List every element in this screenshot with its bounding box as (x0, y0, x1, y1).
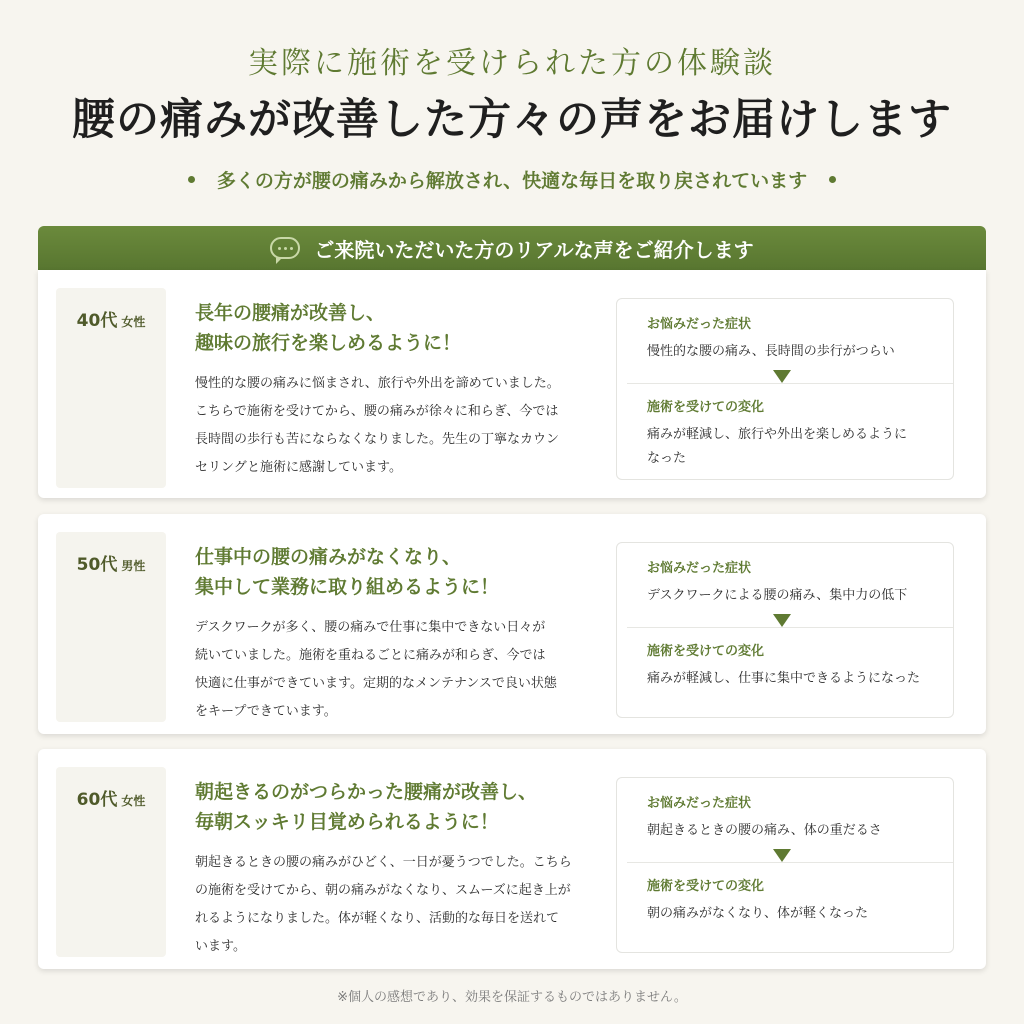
age-label: 50代 (76, 555, 118, 575)
banner-label: ご来院いただいた方のリアルな声をご紹介します (314, 237, 754, 262)
body-line: います。 (195, 939, 246, 954)
before-label: お悩みだった症状 (647, 561, 752, 576)
before-value: デスクワークによる腰の痛み、集中力の低下 (647, 588, 908, 603)
after-value (647, 667, 937, 691)
before-label: お悩みだった症状 (647, 317, 752, 332)
title-line: 趣味の旅行を楽しめるように！ (195, 332, 462, 354)
before-after-panel (616, 542, 954, 718)
title-line: 毎朝スッキリ目覚められるように！ (195, 811, 499, 833)
after-value (647, 423, 937, 471)
profile-tag (56, 767, 166, 957)
body-line: セリングと施術に感謝しています。 (195, 460, 402, 475)
body-line: の施術を受けてから、朝の痛みがなくなり、スムーズに起き上が (195, 883, 571, 898)
gender-label: 男性 (121, 559, 146, 573)
body-line: 快適に仕事ができています。定期的なメンテナンスで良い状態 (195, 676, 557, 691)
divider (627, 383, 953, 384)
bullet-dot-icon (188, 176, 195, 183)
body-line: 慢性的な腰の痛みに悩まされ、旅行や外出を諦めていました。 (195, 376, 560, 391)
speech-bubble-icon (270, 237, 300, 259)
page-title: 腰の痛みが改善した方々の声をお届けします (72, 95, 952, 145)
after-label: 施術を受けての変化 (647, 400, 765, 415)
gender-label: 女性 (121, 315, 146, 329)
testimonial-card (38, 749, 986, 969)
subline (0, 166, 1024, 193)
title-line: 集中して業務に取り組めるように！ (195, 576, 500, 598)
testimonial-body (195, 849, 595, 961)
after-label: 施術を受けての変化 (647, 879, 765, 894)
body-line: デスクワークが多く、腰の痛みで仕事に集中できない日々が (195, 620, 546, 635)
testimonial-title (195, 777, 615, 837)
before-value: 朝起きるときの腰の痛み、体の重だるさ (647, 823, 882, 838)
before-after-panel (616, 777, 954, 953)
subline-text: 多くの方が腰の痛みから解放され、快適な毎日を取り戻されています (216, 170, 808, 192)
after-value (647, 902, 937, 926)
divider (627, 627, 953, 628)
title-line: 仕事中の腰の痛みがなくなり、 (195, 546, 462, 568)
after-line: 朝の痛みがなくなり、体が軽くなった (647, 906, 869, 921)
body-line: 長時間の歩行も苦にならなくなりました。先生の丁寧なカウン (195, 432, 560, 447)
eyebrow-text: 実際に施術を受けられた方の体験談 (248, 46, 776, 81)
profile-tag (56, 288, 166, 488)
divider (627, 862, 953, 863)
before-after-panel (616, 298, 954, 480)
after-line: なった (647, 451, 687, 466)
after-label: 施術を受けての変化 (647, 644, 765, 659)
disclaimer-note: ※個人の感想であり、効果を保証するものではありません。 (337, 990, 687, 1005)
testimonial-card (38, 270, 986, 498)
body-line: れるようになりました。体が軽くなり、活動的な毎日を送れて (195, 911, 560, 926)
body-line: 続いていました。施術を重ねるごとに痛みが和らぎ、今では (195, 648, 546, 663)
body-line: 朝起きるときの腰の痛みがひどく、一日が憂うつでした。こちら (195, 855, 572, 870)
age-label: 40代 (76, 311, 118, 331)
section-banner (38, 226, 986, 270)
profile-tag (56, 532, 166, 722)
testimonial-card (38, 514, 986, 734)
testimonial-title (195, 298, 615, 358)
testimonial-body (195, 614, 595, 726)
gender-label: 女性 (121, 794, 146, 808)
down-arrow-icon (773, 849, 791, 862)
title-line: 長年の腰痛が改善し、 (195, 302, 386, 324)
testimonial-body (195, 370, 595, 482)
age-label: 60代 (76, 790, 118, 810)
body-line: こちらで施術を受けてから、腰の痛みが徐々に和らぎ、今では (195, 404, 559, 419)
testimonial-title (195, 542, 615, 602)
title-line: 朝起きるのがつらかった腰痛が改善し、 (195, 781, 538, 803)
body-line: をキープできています。 (195, 704, 337, 719)
bullet-dot-icon (829, 176, 836, 183)
down-arrow-icon (773, 614, 791, 627)
after-line: 痛みが軽減し、旅行や外出を楽しめるように (647, 427, 908, 442)
down-arrow-icon (773, 370, 791, 383)
before-label: お悩みだった症状 (647, 796, 752, 811)
before-value: 慢性的な腰の痛み、長時間の歩行がつらい (647, 344, 895, 359)
after-line: 痛みが軽減し、仕事に集中できるようになった (647, 671, 921, 686)
